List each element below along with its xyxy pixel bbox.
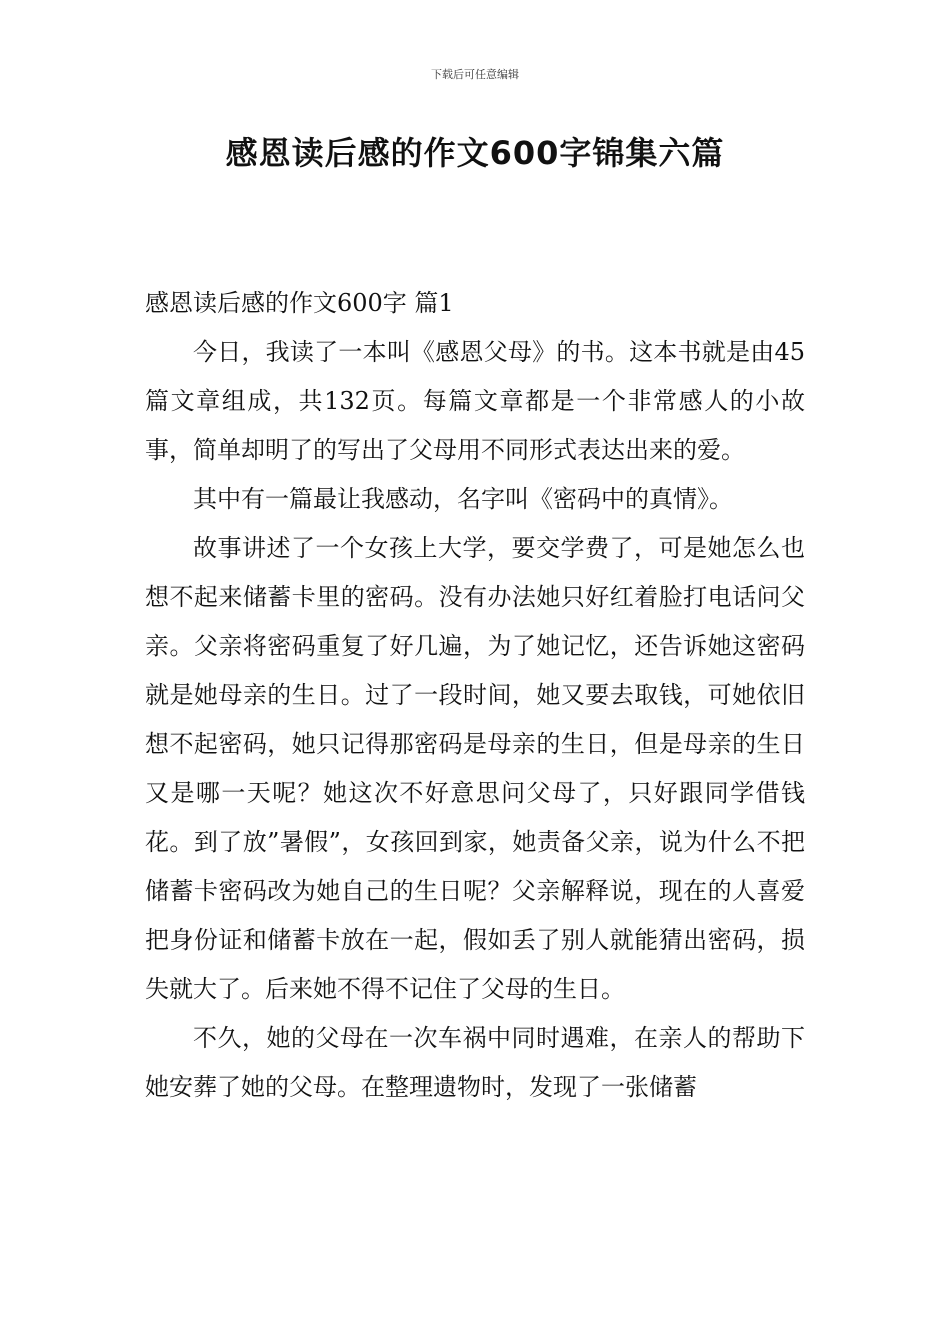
section-heading: 感恩读后感的作文600字 篇1 (145, 289, 454, 317)
paragraph-2: 其中有一篇最让我感动，名字叫《密码中的真情》。 (193, 485, 733, 513)
document-body (145, 279, 805, 1112)
header-note: 下载后可任意编辑 (431, 68, 519, 81)
paragraph-4: 不久，她的父母在一次车祸中同时遇难，在亲人的帮助下她安葬了她的父母。在整理遗物时，发现了一张储蓄 (145, 1024, 805, 1101)
paragraph-1: 今日，我读了一本叫《感恩父母》的书。这本书就是由45篇文章组成，共132页。每篇文章都是一个非常感人的小故事，简单却明了的写出了父母用不同形式表达出来的爱。 (145, 338, 805, 464)
document-title: 感恩读后感的作文600字锦集六篇 (225, 134, 725, 172)
paragraph-3: 故事讲述了一个女孩上大学，要交学费了，可是她怎么也想不起来储蓄卡里的密码。没有办法她只好红着脸打电话问父亲。父亲将密码重复了好几遍，为了她记忆，还告诉她这密码就是她母亲的生日。过了一段时间，她又要去取钱，可她依旧想不起密码，她只记得那密码是母亲的生日，但是母亲的生日又是哪一天呢？她这次不好意思问父母了，只好跟同学借钱花。到了放”暑假”，女孩回到家，她责备父亲，说为什么不把储蓄卡密码改为她自己的生日呢？父亲解释说，现在的人喜爱把身份证和储蓄卡放在一起，假如丢了别人就能猜出密码，损失就大了。后来她不得不记住了父母的生日。 (145, 534, 805, 1003)
